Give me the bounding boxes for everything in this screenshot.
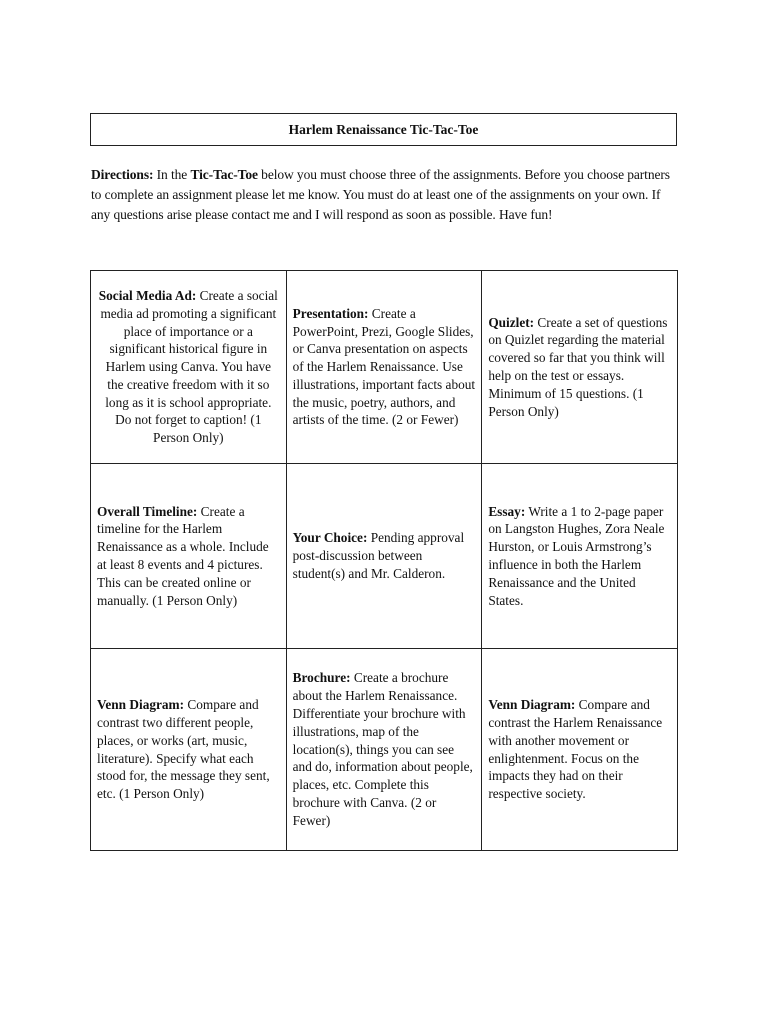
cell-title: Venn Diagram:	[97, 697, 185, 713]
grid-row-2	[91, 464, 678, 649]
cell-text: Create a PowerPoint, Prezi, Google Slides, or Canva presentation on aspects of the Harlem Renaissance. Use illustrations, important facts about the music, poetry, authors, and artists of the time. (2 or Fewer)	[292, 305, 476, 428]
cell-title: Your Choice:	[292, 530, 368, 546]
cell-overall-timeline	[91, 464, 287, 649]
cell-title: Venn Diagram:	[488, 697, 576, 713]
cell-text: Compare and contrast the Harlem Renaissance with another movement or enlightenment. Focus on the impacts they had on their respective society.	[488, 697, 663, 802]
cell-text: Pending approval post-discussion between student(s) and Mr. Calderon.	[292, 530, 465, 581]
cell-essay	[482, 464, 678, 649]
grid-row-3	[91, 649, 678, 851]
cell-social-media-ad	[91, 271, 287, 464]
cell-brochure	[286, 649, 482, 851]
cell-title: Quizlet:	[488, 314, 535, 330]
cell-quizlet	[482, 271, 678, 464]
directions-text-after: below you must choose three of the assignments. Before you choose partners to complete an assignment please let me know. You must do at least one of the assignments on your own. If any questions arise please contact me and I will respond as soon as possible. Have fun!	[91, 167, 670, 222]
cell-title: Essay:	[488, 503, 526, 519]
cell-text: Create a set of questions on Quizlet regarding the material covered so far that you think will help on the test or essays. Minimum of 15 questions. (1 Person Only)	[488, 314, 668, 419]
cell-title: Social Media Ad:	[98, 287, 197, 303]
tic-tac-toe-grid	[90, 270, 678, 851]
cell-text: Create a social media ad promoting a significant place of importance or a significant historical figure in Harlem using Canva. You have the creative freedom with it so long as it is school appropriate. Do not forget to caption! (1 Person Only)	[100, 287, 278, 446]
cell-venn-diagram-1	[91, 649, 287, 851]
directions-label: Directions:	[91, 167, 154, 182]
directions-text-before: In the	[153, 167, 191, 182]
cell-title: Overall Timeline:	[97, 503, 198, 519]
cell-presentation	[286, 271, 482, 464]
cell-title: Brochure:	[292, 670, 351, 686]
directions-paragraph	[91, 165, 681, 225]
cell-text: Create a timeline for the Harlem Renaissance as a whole. Include at least 8 events and 4 pictures. This can be created online or manually. (1 Person Only)	[97, 503, 269, 608]
cell-venn-diagram-2	[482, 649, 678, 851]
grid-row-1	[91, 271, 678, 464]
document-title-text: Harlem Renaissance Tic-Tac-Toe	[288, 121, 479, 137]
cell-title: Presentation:	[292, 305, 369, 321]
document-title	[90, 113, 677, 146]
directions-emphasis: Tic-Tac-Toe	[190, 167, 258, 182]
cell-text: Create a brochure about the Harlem Renaissance. Differentiate your brochure with illustrations, map of the location(s), things you can see and do, information about people, places, etc. Complete this brochure with Canva. (2 or Fewer)	[292, 670, 473, 828]
cell-your-choice	[286, 464, 482, 649]
cell-text: Compare and contrast two different people, places, or works (art, music, literature). Specify what each stood for, the message they sent, etc. (1 Person Only)	[97, 697, 270, 802]
cell-text: Write a 1 to 2-page paper on Langston Hughes, Zora Neale Hurston, or Louis Armstrong’s influence in both the Harlem Renaissance and the United States.	[488, 503, 665, 608]
